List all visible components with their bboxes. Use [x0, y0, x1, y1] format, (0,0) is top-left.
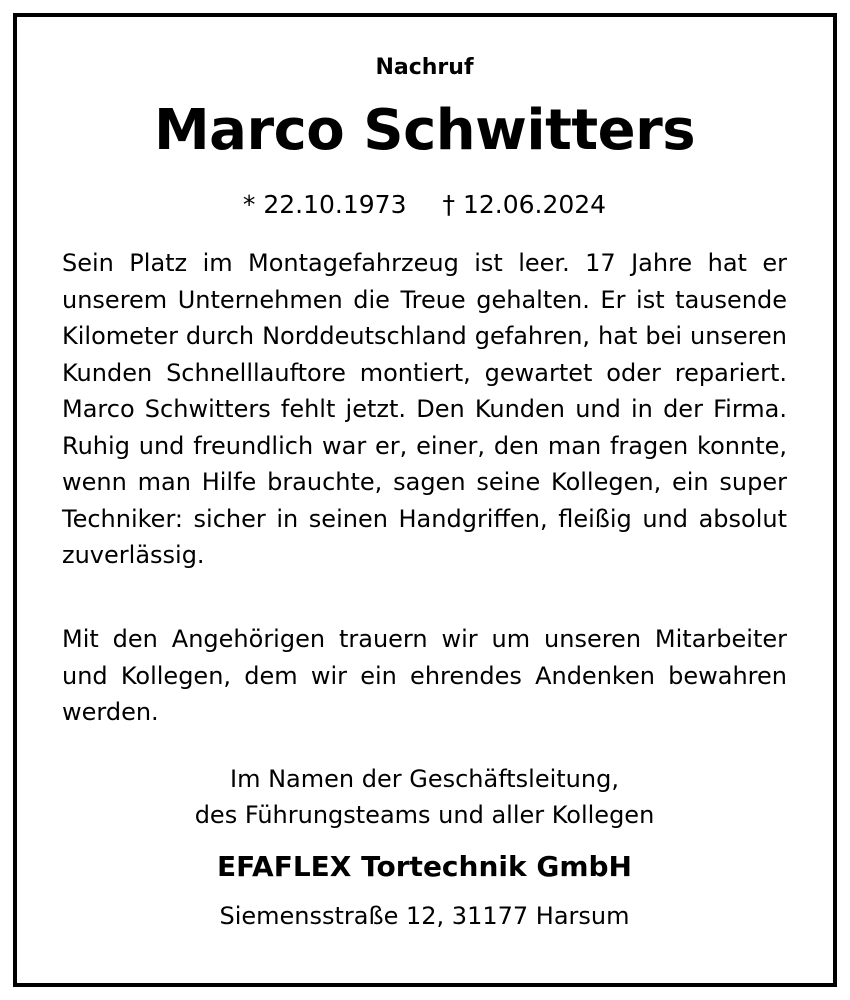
signoff-line-2: des Führungsteams und aller Kollegen	[194, 801, 655, 829]
obituary-paragraph-2: Mit den Angehörigen trauern wir um unseren Mitarbeiter und Kollegen, dem wir ein ehrendes Andenken bewahren werden.	[62, 625, 787, 726]
company-name: EFAFLEX Tortechnik GmbH	[216, 850, 632, 883]
death-date: † 12.06.2024	[442, 190, 607, 219]
signoff-line-1: Im Namen der Geschäftsleitung,	[230, 765, 619, 793]
signoff	[62, 761, 787, 833]
obituary-paragraph-1: Sein Platz im Montagefahrzeug ist leer. 17 Jahre hat er unserem Unternehmen die Treue gehalten. Er ist tausende Kilometer durch Norddeutschland gefahren, hat bei unseren Kunden Schnelllauftore montiert, gewartet oder repariert. Marco Schwitters fehlt jetzt. Den Kunden und in der Firma. Ruhig und freundlich war er, einer, den man fragen konnte, wenn man Hilfe brauchte, sagen seine Kollegen, ein super Techniker: sicher in seinen Handgriffen, fleißig und absolut zuverlässig.	[62, 249, 787, 569]
birth-date: * 22.10.1973	[242, 190, 407, 219]
deceased-name: Marco Schwitters	[153, 98, 696, 163]
life-dates	[62, 190, 787, 219]
obituary-heading: Nachruf	[375, 55, 474, 80]
company-address: Siemensstraße 12, 31177 Harsum	[219, 902, 630, 930]
